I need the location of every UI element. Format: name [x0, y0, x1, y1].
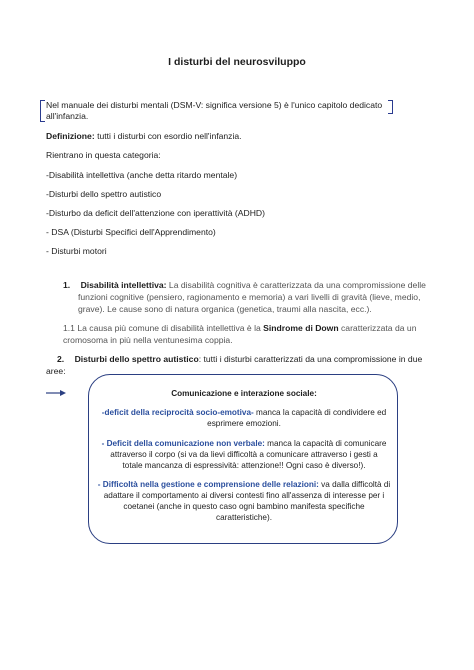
box-item-3-line-1 — [89, 479, 399, 490]
category-item: -Disturbo da deficit dell'attenzione con iperattività (ADHD) — [46, 208, 265, 218]
section-2-line-1 — [57, 354, 422, 365]
box-item-2-text: manca la capacità di comunicare — [264, 439, 387, 448]
box-item-1-text: manca la capacità di condividere ed — [253, 408, 387, 417]
page-title: I disturbi del neurosviluppo — [168, 56, 306, 68]
intro-line-2: all'infanzia. — [46, 111, 89, 121]
definition-label: Definizione: — [46, 131, 95, 141]
edit-bracket-left — [40, 100, 45, 122]
section-2-text: : tutti i disturbi caratterizzati da una compromissione in due — [198, 354, 423, 364]
callout-box — [88, 374, 398, 544]
box-item-3-line-2: adattare il comportamento ai diversi contesti fino all'assenza di interesse per i — [103, 491, 385, 500]
box-item-3-text: va dalla difficoltà di — [318, 480, 391, 489]
section-1-heading: Disabilità intellettiva: — [80, 280, 167, 290]
section-1-number: 1. — [63, 280, 71, 290]
box-item-2-line-2: attraverso il corpo (si va da lievi difficoltà a comunicare attraverso i gesti a — [110, 450, 378, 459]
section-1-1-suffix: caratterizzata da un — [338, 323, 417, 333]
box-item-1-label: -deficit della reciprocità socio-emotiva- — [101, 408, 254, 417]
section-2-heading: Disturbi dello spettro autistico — [74, 354, 199, 364]
section-2-line-2: aree: — [46, 366, 66, 376]
box-item-1-line-2: esprimere emozioni. — [207, 419, 281, 428]
box-item-1-line-1 — [89, 407, 399, 418]
section-1-line-2: funzioni cognitive (pensiero, ragionamento e memoria) a vari livelli di gravità (lieve, medio, — [78, 292, 421, 302]
category-item: -Disturbi dello spettro autistico — [46, 189, 162, 199]
box-item-3-line-4: caratteristiche). — [216, 513, 272, 522]
category-intro: Rientrano in questa categoria: — [46, 150, 161, 160]
arrow-right-icon — [46, 389, 66, 397]
box-item-2-label: - Deficit della comunicazione non verbale: — [101, 439, 265, 448]
category-item: -Disabilità intellettiva (anche detta ritardo mentale) — [46, 170, 238, 180]
box-item-3-label: - Difficoltà nella gestione e comprensione delle relazioni: — [97, 480, 319, 489]
box-item-2-line-1 — [89, 438, 399, 449]
section-1-1-line-2: cromosoma in più nella ventunesima coppia. — [63, 335, 233, 345]
section-1-text: La disabilità cognitiva è caratterizzata da una compromissione delle — [166, 280, 426, 290]
section-1-1-line-1 — [63, 323, 416, 334]
definition-text: tutti i disturbi con esordio nell'infanzia. — [94, 131, 242, 141]
section-1-line-1 — [63, 280, 426, 291]
category-item: - Disturbi motori — [46, 246, 107, 256]
box-item-3-line-3: coetanei (anche in questo caso ogni bambino manifesta specifiche — [123, 502, 365, 511]
definition — [46, 131, 242, 142]
category-item: - DSA (Disturbi Specifici dell'Apprendimento) — [46, 227, 216, 237]
box-title: Comunicazione e interazione sociale: — [171, 389, 317, 398]
intro-line-1: Nel manuale dei disturbi mentali (DSM-V: significa versione 5) è l'unico capitolo dedicato — [46, 100, 383, 110]
section-1-line-3: grave). Le cause sono di natura organica (genetica, traumi alla nascita, ecc.). — [78, 304, 372, 314]
section-1-1-bold: Sindrome di Down — [263, 323, 339, 333]
section-1-1-prefix: 1.1 La causa più comune di disabilità intellettiva è la — [63, 323, 264, 333]
box-item-2-line-3: totale mancanza di espressività: attenzione!! Ogni caso è diverso!). — [122, 461, 366, 470]
edit-bracket-right — [388, 100, 393, 114]
section-2-number: 2. — [57, 354, 65, 364]
